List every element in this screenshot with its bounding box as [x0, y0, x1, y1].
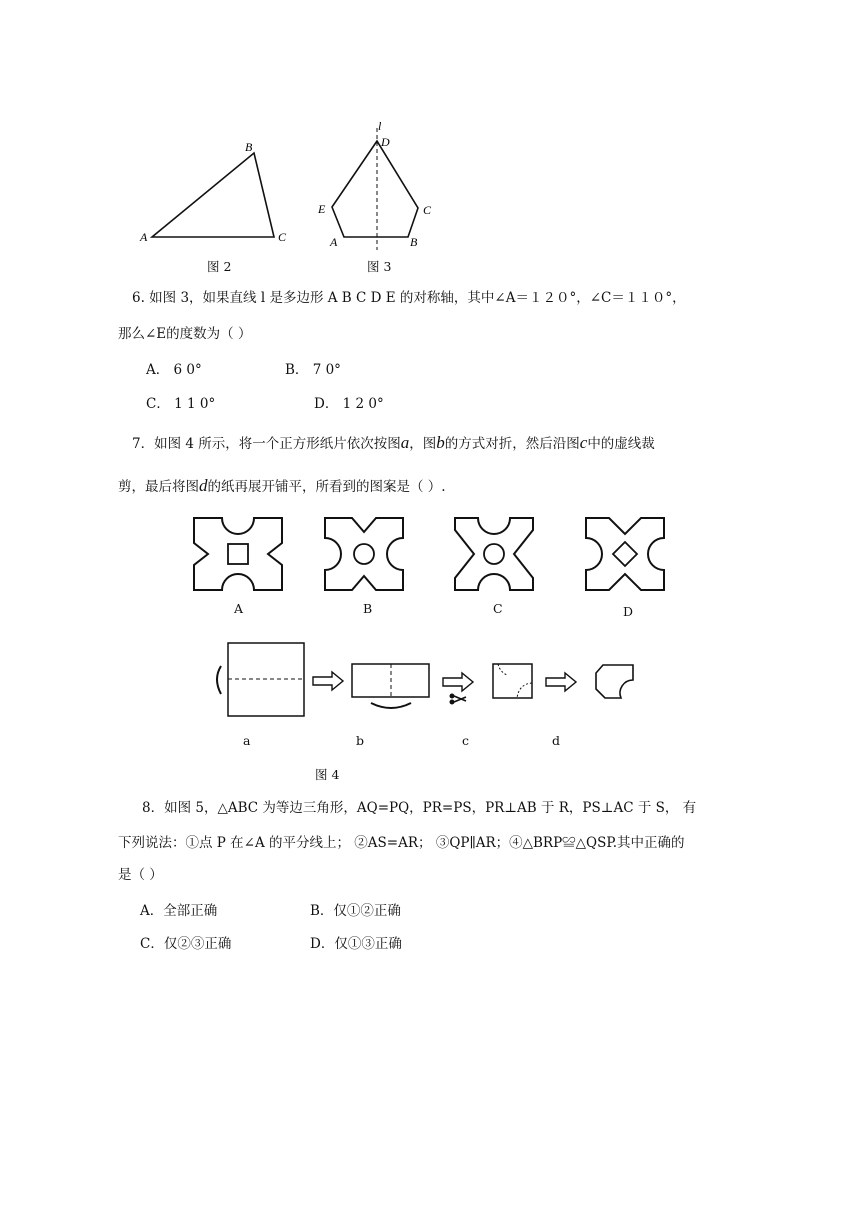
arrow-icon: [546, 673, 576, 691]
question-6-option-b: B． 7 0°: [285, 362, 341, 378]
q7-text-1a: 7．如图 4 所示，将一个正方形纸片依次按图: [132, 436, 401, 452]
step-a-square: [217, 643, 304, 716]
figure-4-caption: 图 4: [315, 767, 340, 782]
q7-var-c: c: [579, 433, 588, 452]
choice-label-b: B: [363, 601, 373, 616]
vertex-label-a: A: [330, 235, 338, 249]
vertex-label-c: C: [423, 203, 432, 217]
question-6-option-c: C． 1 1 0°: [146, 396, 216, 412]
question-8-option-b: B．仅①②正确: [310, 903, 401, 919]
choice-label-d: D: [623, 604, 634, 619]
vertex-label-b: B: [245, 140, 253, 154]
scissors-icon: [450, 694, 467, 705]
q7-var-a: a: [400, 433, 410, 452]
step-label-c: c: [462, 733, 470, 748]
question-6-line-1: 6. 如图 3，如果直线 l 是多边形 A B C D E 的对称轴，其中∠A＝１２０°，∠C＝１１０°，: [132, 290, 686, 306]
vertex-label-c: C: [278, 230, 287, 244]
vertex-label-e: E: [318, 202, 326, 216]
step-b-rectangle: [352, 664, 429, 708]
step-d-shape: [596, 665, 633, 698]
question-8-option-a: A．全部正确: [140, 903, 218, 919]
q7-text-2a: 剪，最后将图: [118, 479, 199, 495]
q7-var-d: d: [199, 476, 208, 495]
axis-label-l: l: [378, 119, 382, 133]
vertex-label-a: A: [140, 230, 148, 244]
question-6-line-2: 那么∠E的度数为（ ）: [118, 326, 252, 342]
question-6-option-a: A． 6 0°: [146, 362, 202, 378]
vertex-label-d: D: [381, 135, 390, 149]
q7-text-1c: 的方式对折，然后沿图: [444, 436, 580, 452]
step-c-square: [493, 664, 532, 698]
choice-label-a: A: [234, 601, 244, 616]
q7-text-2b: 的纸再展开铺平，所看到的图案是（ ）.: [207, 479, 446, 495]
q7-var-b: b: [436, 433, 445, 452]
question-8-line-1: 8．如图 5，△ABC 为等边三角形，AQ=PQ，PR=PS，PR⊥AB 于 R，PS⊥AC 于 S， 有: [142, 800, 697, 816]
question-8-option-d: D．仅①③正确: [310, 936, 402, 952]
question-8-option-c: C．仅②③正确: [140, 936, 232, 952]
step-label-d: d: [552, 733, 561, 748]
step-label-a: a: [243, 733, 251, 748]
q7-text-1b: ，图: [409, 436, 437, 452]
arrow-icon: [313, 672, 343, 690]
step-label-b: b: [356, 733, 365, 748]
vertex-label-b: B: [410, 235, 418, 249]
arrow-icon: [443, 673, 473, 691]
question-6-option-d: D． 1 2 0°: [314, 396, 384, 412]
question-8-line-3: 是（ ）: [118, 867, 163, 883]
figure-3-caption: 图 3: [367, 259, 392, 274]
figure-2-caption: 图 2: [207, 259, 232, 274]
choice-label-c: C: [493, 601, 503, 616]
question-8-line-2: 下列说法：①点 P 在∠A 的平分线上； ②AS=AR； ③QP∥AR；④△BRP≌△QSP.其中正确的: [118, 835, 685, 851]
q7-text-1d: 中的虚线裁: [587, 436, 655, 452]
